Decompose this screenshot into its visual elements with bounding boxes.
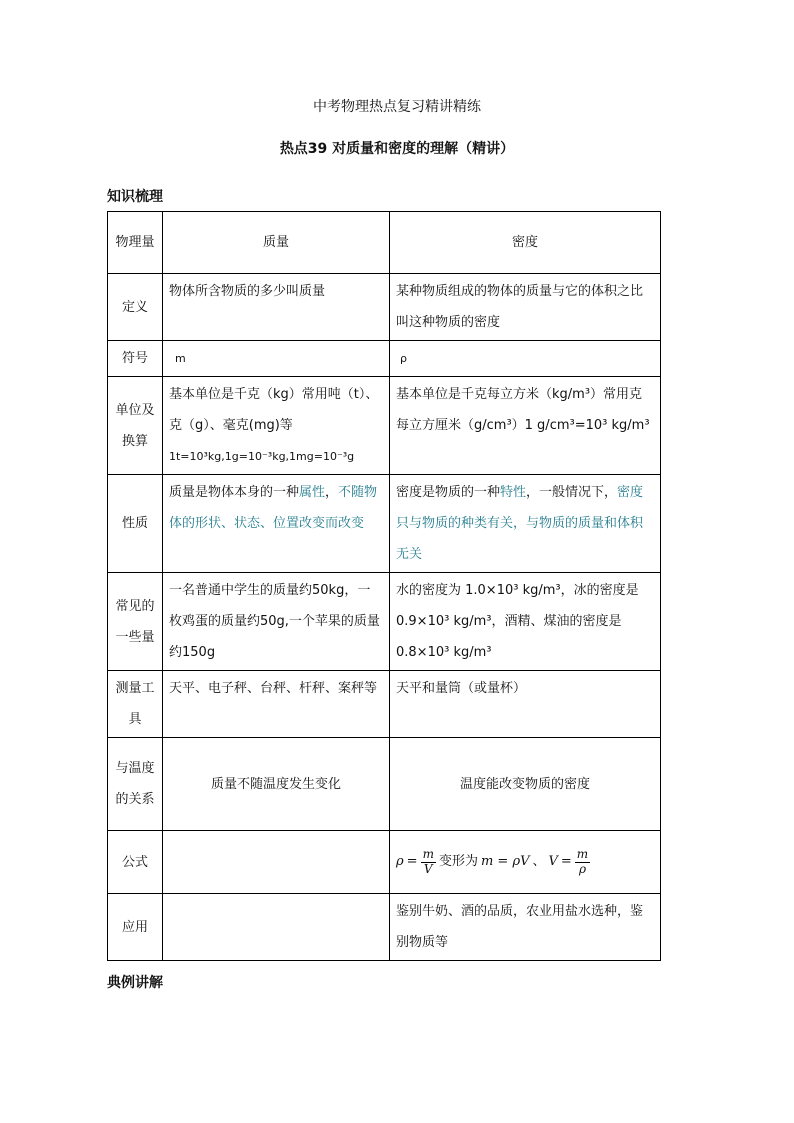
- label-application: 应用: [108, 894, 163, 961]
- label-formula: 公式: [108, 831, 163, 894]
- cell-application-mass: [163, 894, 390, 961]
- row-tools: [108, 671, 661, 738]
- property-mass-text: 质量是物体本身的一种: [169, 485, 300, 500]
- cell-formula-mass: [163, 831, 390, 894]
- unit-mass-line1: 基本单位是千克（kg）常用吨（t）、克（g）、毫克(mg)等: [169, 387, 379, 433]
- row-unit: [108, 377, 661, 475]
- formula-numerator-m: m: [422, 847, 434, 862]
- formula-form2-equals: =: [560, 853, 572, 869]
- cell-property-mass: [163, 475, 390, 573]
- knowledge-table: [107, 211, 661, 961]
- cell-property-density: [390, 475, 661, 573]
- property-density-mid: ，一般情况下，: [526, 485, 618, 500]
- cell-unit-mass: [163, 377, 390, 475]
- row-property: [108, 475, 661, 573]
- header-quantity: 物理量: [108, 212, 163, 274]
- formula-fraction-m-over-rho: [575, 848, 590, 875]
- cell-application-density: 鉴别牛奶、酒的品质，农业用盐水选种，鉴别物质等: [390, 894, 661, 961]
- cell-temperature-density: 温度能改变物质的密度: [390, 738, 661, 831]
- formula-transform-text: 变形为: [438, 853, 478, 869]
- cell-common-mass: 一名普通中学生的质量约50kg，一枚鸡蛋的质量约50g,一个苹果的质量约150g: [163, 573, 390, 671]
- row-formula: [108, 831, 661, 894]
- formula-rho: ρ: [396, 853, 404, 869]
- row-common-values: [108, 573, 661, 671]
- cell-symbol-density: ρ: [390, 341, 661, 377]
- row-application: [108, 894, 661, 961]
- property-mass-highlight-invariance: 不随物体的形状、状态、位置改变而改变: [169, 485, 378, 531]
- label-symbol: 符号: [108, 341, 163, 377]
- density-formula: [396, 848, 590, 875]
- formula-equals: =: [406, 853, 418, 869]
- cell-definition-density: 某种物质组成的物体的质量与它的体积之比叫这种物质的密度: [390, 274, 661, 341]
- cell-temperature-mass: 质量不随温度发生变化: [163, 738, 390, 831]
- formula-form1: m = ρV: [480, 853, 530, 869]
- property-density-text: 密度是物质的一种: [396, 485, 501, 500]
- section-heading-knowledge: 知识梳理: [107, 189, 163, 205]
- row-definition: [108, 274, 661, 341]
- formula2-denominator-rho: ρ: [578, 861, 587, 876]
- formula-form2-lhs: V: [548, 853, 558, 869]
- cell-unit-density: 基本单位是千克每立方米（kg/m³）常用克每立方厘米（g/cm³）1 g/cm³=10³ kg/m³: [390, 377, 661, 475]
- header-density: 密度: [390, 212, 661, 274]
- formula-separator: 、: [532, 853, 546, 869]
- row-symbol: [108, 341, 661, 377]
- label-definition: 定义: [108, 274, 163, 341]
- property-mass-highlight-attribute: 属性: [299, 485, 326, 500]
- property-density-highlight-characteristic: 特性: [500, 485, 527, 500]
- property-density-highlight-dependence: 密度只与物质的种类有关，与物质的质量和体积无关: [396, 485, 644, 562]
- formula-denominator-v: V: [423, 861, 433, 876]
- cell-formula-density: [390, 831, 661, 894]
- label-property: 性质: [108, 475, 163, 573]
- document-subtitle: 热点39 对质量和密度的理解（精讲）: [279, 141, 515, 157]
- cell-tools-density: 天平和量筒（或量杯）: [390, 671, 661, 738]
- cell-common-density: 水的密度为 1.0×10³ kg/m³，冰的密度是 0.9×10³ kg/m³，酒精、煤油的密度是 0.8×10³ kg/m³: [390, 573, 661, 671]
- document-title: 中考物理热点复习精讲精练: [313, 99, 481, 115]
- label-common-values: 常见的一些量: [108, 573, 163, 671]
- label-temperature: 与温度的关系: [108, 738, 163, 831]
- table-header-row: [108, 212, 661, 274]
- label-unit: 单位及换算: [108, 377, 163, 475]
- unit-mass-line2: 1t=10³kg,1g=10⁻³kg,1mg=10⁻³g: [169, 450, 355, 463]
- cell-tools-mass: 天平、电子秤、台秤、杆秤、案秤等: [163, 671, 390, 738]
- formula2-numerator-m: m: [576, 847, 589, 862]
- section-heading-examples: 典例讲解: [107, 975, 163, 991]
- header-mass: 质量: [163, 212, 390, 274]
- cell-definition-mass: 物体所含物质的多少叫质量: [163, 274, 390, 341]
- formula-fraction-m-over-v: [421, 848, 436, 875]
- cell-symbol-mass: m: [163, 341, 390, 377]
- label-tools: 测量工具: [108, 671, 163, 738]
- row-temperature: [108, 738, 661, 831]
- property-mass-separator: ，: [325, 485, 339, 500]
